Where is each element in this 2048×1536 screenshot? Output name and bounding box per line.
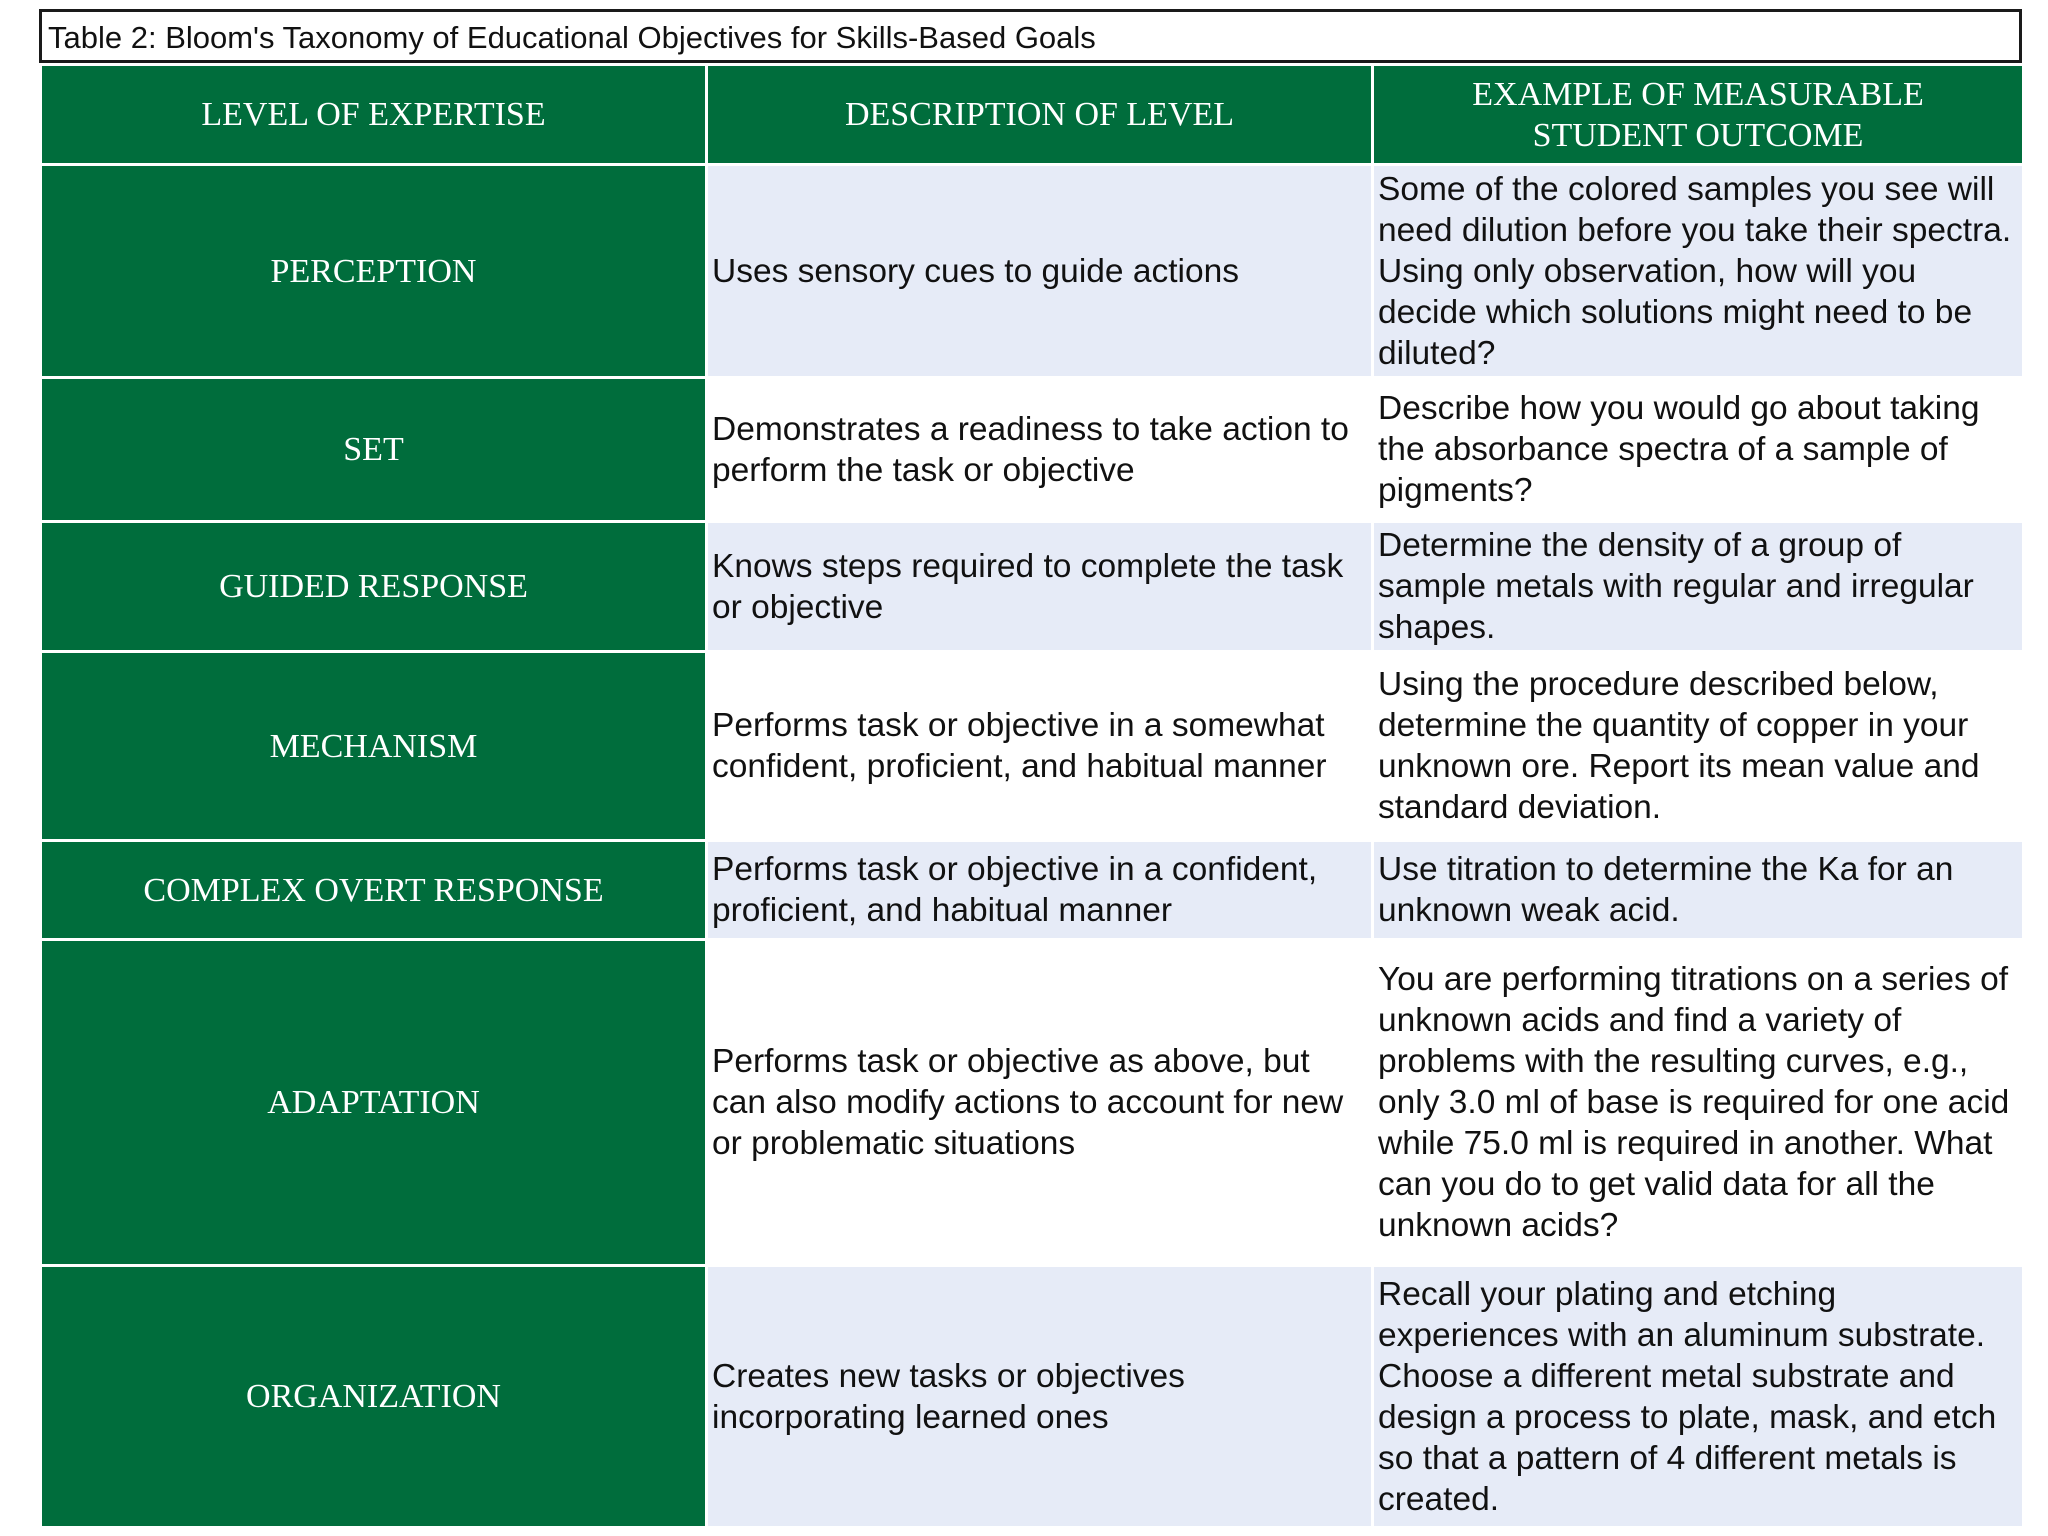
table-row	[41, 165, 2024, 378]
table-row	[41, 940, 2024, 1266]
description-cell: Performs task or objective in a somewhat confident, proficient, and habitual manner	[707, 652, 1373, 841]
level-cell: ORGANIZATION	[41, 1266, 707, 1528]
example-cell: You are performing titrations on a series of unknown acids and find a variety of problems with the resulting curves, e.g., only 3.0 ml of base is required for one acid while 75.0 ml is required in another. What can you do to get valid data for all the unknown acids?	[1373, 940, 2024, 1266]
table-row	[41, 522, 2024, 652]
description-cell: Performs task or objective in a confident, proficient, and habitual manner	[707, 841, 1373, 940]
example-cell: Some of the colored samples you see will need dilution before you take their spectra. Using only observation, how will you decide which solutions might need to be diluted?	[1373, 165, 2024, 378]
table-row	[41, 652, 2024, 841]
table-header-row	[41, 65, 2024, 165]
header-description-of-level: DESCRIPTION OF LEVEL	[707, 65, 1373, 165]
table-caption: Table 2: Bloom's Taxonomy of Educational Objectives for Skills-Based Goals	[39, 9, 2022, 63]
example-cell: Describe how you would go about taking the absorbance spectra of a sample of pigments?	[1373, 378, 2024, 522]
level-cell: GUIDED RESPONSE	[41, 522, 707, 652]
header-example-line1: EXAMPLE OF MEASURABLE	[1472, 75, 1924, 113]
description-cell: Performs task or objective as above, but can also modify actions to account for new or problematic situations	[707, 940, 1373, 1266]
description-cell: Creates new tasks or objectives incorporating learned ones	[707, 1266, 1373, 1528]
example-cell: Recall your plating and etching experiences with an aluminum substrate. Choose a different metal substrate and design a process to plate, mask, and etch so that a pattern of 4 different metals is created.	[1373, 1266, 2024, 1528]
level-cell: COMPLEX OVERT RESPONSE	[41, 841, 707, 940]
description-cell: Knows steps required to complete the task or objective	[707, 522, 1373, 652]
table-row	[41, 1266, 2024, 1528]
header-example-outcome	[1373, 65, 2024, 165]
description-cell: Uses sensory cues to guide actions	[707, 165, 1373, 378]
level-cell: ADAPTATION	[41, 940, 707, 1266]
header-level-of-expertise: LEVEL OF EXPERTISE	[41, 65, 707, 165]
example-cell: Use titration to determine the Ka for an unknown weak acid.	[1373, 841, 2024, 940]
bloom-taxonomy-table	[39, 63, 2025, 1529]
table-row	[41, 841, 2024, 940]
header-example-line2: STUDENT OUTCOME	[1532, 116, 1864, 154]
example-cell: Using the procedure described below, determine the quantity of copper in your unknown ore. Report its mean value and standard deviation.	[1373, 652, 2024, 841]
description-cell: Demonstrates a readiness to take action to perform the task or objective	[707, 378, 1373, 522]
example-cell: Determine the density of a group of sample metals with regular and irregular shapes.	[1373, 522, 2024, 652]
table-row	[41, 378, 2024, 522]
level-cell: PERCEPTION	[41, 165, 707, 378]
level-cell: MECHANISM	[41, 652, 707, 841]
level-cell: SET	[41, 378, 707, 522]
